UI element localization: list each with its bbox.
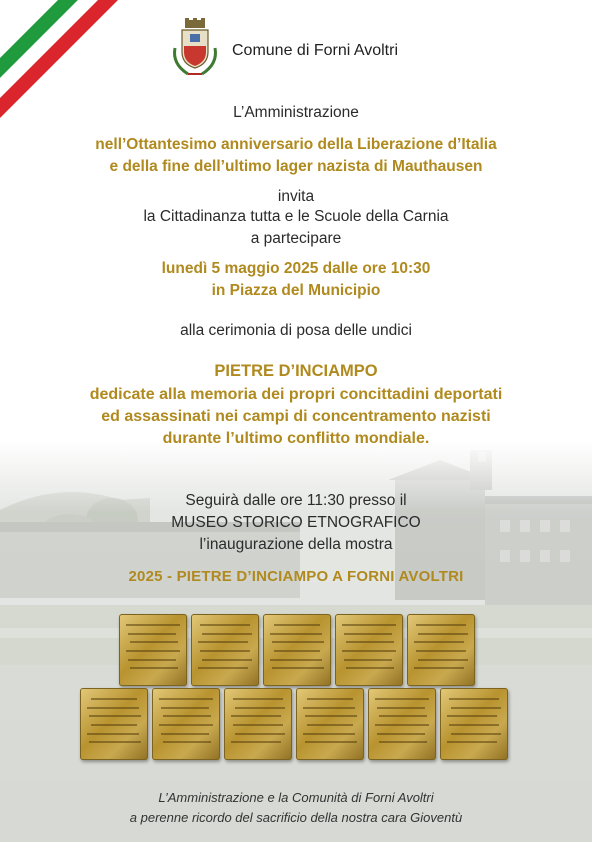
stone-engraving	[447, 741, 497, 743]
stones-title: PIETRE D’INCIAMPO	[214, 362, 378, 380]
stone-engraving	[416, 650, 466, 652]
stone-engraving	[163, 741, 211, 743]
stone-engraving	[377, 707, 425, 709]
stone-engraving	[159, 724, 213, 726]
stumbling-stone	[407, 614, 475, 686]
footer-line-1: L’Amministrazione e la Comunità di Forni Avoltri	[158, 790, 434, 805]
invites: invita	[277, 188, 315, 205]
stone-engraving	[159, 698, 213, 700]
stone-engraving	[128, 633, 176, 635]
date-time: lunedì 5 maggio 2025 dalle ore 10:30	[161, 260, 431, 277]
stone-engraving	[346, 667, 394, 669]
stone-engraving	[202, 633, 252, 635]
ceremony: alla cerimonia di posa delle undici	[180, 322, 412, 339]
stumbling-stone	[152, 688, 220, 760]
stone-engraving	[126, 624, 180, 626]
stumbling-stone	[335, 614, 403, 686]
stone-engraving	[303, 733, 355, 735]
stone-engraving	[87, 733, 139, 735]
stone-engraving	[200, 650, 250, 652]
stone-engraving	[344, 659, 392, 661]
stumbling-stone	[440, 688, 508, 760]
dedication-line-2: ed assassinati nei campi di concentramento nazisti	[101, 408, 491, 425]
stumbling-stone	[80, 688, 148, 760]
stone-engraving	[305, 715, 357, 717]
municipality-name: Comune di Forni Avoltri	[232, 42, 398, 59]
audience: la Cittadinanza tutta e le Scuole della Carnia	[143, 208, 449, 225]
dedication-line-3: durante l’ultimo conflitto mondiale.	[162, 430, 430, 447]
museum-name: MUSEO STORICO ETNOGRAFICO	[171, 514, 421, 531]
exhibition-title: 2025 - PIETRE D’INCIAMPO A FORNI AVOLTRI	[128, 568, 464, 585]
participate: a partecipare	[250, 230, 342, 247]
stone-engraving	[270, 633, 322, 635]
stone-engraving	[126, 650, 180, 652]
stone-engraving	[418, 659, 468, 661]
dedication-line-1: dedicate alla memoria dei propri concittadini deportati	[89, 386, 503, 403]
administration: L’Amministrazione	[233, 104, 359, 121]
stone-engraving	[200, 624, 250, 626]
stone-engraving	[89, 715, 141, 717]
stone-engraving	[272, 641, 324, 643]
stone-engraving	[375, 698, 429, 700]
stone-engraving	[270, 659, 322, 661]
stone-engraving	[91, 724, 137, 726]
stumbling-stone	[296, 688, 364, 760]
anniversary-line-1: nell’Ottantesimo anniversario della Liberazione d’Italia	[95, 136, 497, 153]
stone-engraving	[161, 733, 209, 735]
stone-engraving	[449, 698, 499, 700]
stone-engraving	[375, 724, 429, 726]
stone-engraving	[233, 724, 283, 726]
stone-engraving	[416, 624, 466, 626]
stone-engraving	[130, 641, 178, 643]
stone-engraving	[272, 667, 324, 669]
stone-engraving	[128, 659, 176, 661]
place: in Piazza del Municipio	[211, 282, 381, 299]
stumbling-stone	[263, 614, 331, 686]
stone-engraving	[344, 633, 392, 635]
stone-engraving	[307, 698, 353, 700]
stumbling-stone	[191, 614, 259, 686]
followup-line: Seguirà dalle ore 11:30 presso il	[185, 492, 407, 509]
stone-engraving	[377, 733, 425, 735]
stone-engraving	[235, 733, 285, 735]
stone-engraving	[198, 667, 248, 669]
stone-engraving	[274, 650, 320, 652]
stone-engraving	[451, 707, 501, 709]
stone-engraving	[447, 715, 497, 717]
stone-engraving	[233, 698, 283, 700]
stone-engraving	[231, 715, 281, 717]
stone-engraving	[161, 707, 209, 709]
stone-engraving	[379, 741, 427, 743]
stone-engraving	[451, 733, 501, 735]
stone-engraving	[305, 741, 357, 743]
stone-engraving	[414, 667, 464, 669]
exhibition: l’inaugurazione della mostra	[199, 536, 393, 553]
stone-engraving	[231, 741, 281, 743]
stumbling-stone	[119, 614, 187, 686]
stone-engraving	[235, 707, 285, 709]
anniversary-line-2: e della fine dell’ultimo lager nazista di Mauthausen	[109, 158, 483, 175]
stone-engraving	[198, 641, 248, 643]
stone-engraving	[91, 698, 137, 700]
stone-engraving	[163, 715, 211, 717]
stone-engraving	[87, 707, 139, 709]
stone-engraving	[449, 724, 499, 726]
stumbling-stone	[224, 688, 292, 760]
stumbling-stone	[368, 688, 436, 760]
stone-engraving	[307, 724, 353, 726]
stone-engraving	[202, 659, 252, 661]
stone-engraving	[414, 641, 464, 643]
stone-engraving	[346, 641, 394, 643]
coat-of-arms-icon	[170, 18, 220, 80]
stone-engraving	[89, 741, 141, 743]
stone-engraving	[303, 707, 355, 709]
stone-engraving	[342, 624, 396, 626]
footer-line-2: a perenne ricordo del sacrificio della nostra cara Gioventù	[129, 810, 463, 825]
stone-engraving	[342, 650, 396, 652]
stone-engraving	[418, 633, 468, 635]
stone-engraving	[379, 715, 427, 717]
stone-engraving	[274, 624, 320, 626]
stone-engraving	[130, 667, 178, 669]
